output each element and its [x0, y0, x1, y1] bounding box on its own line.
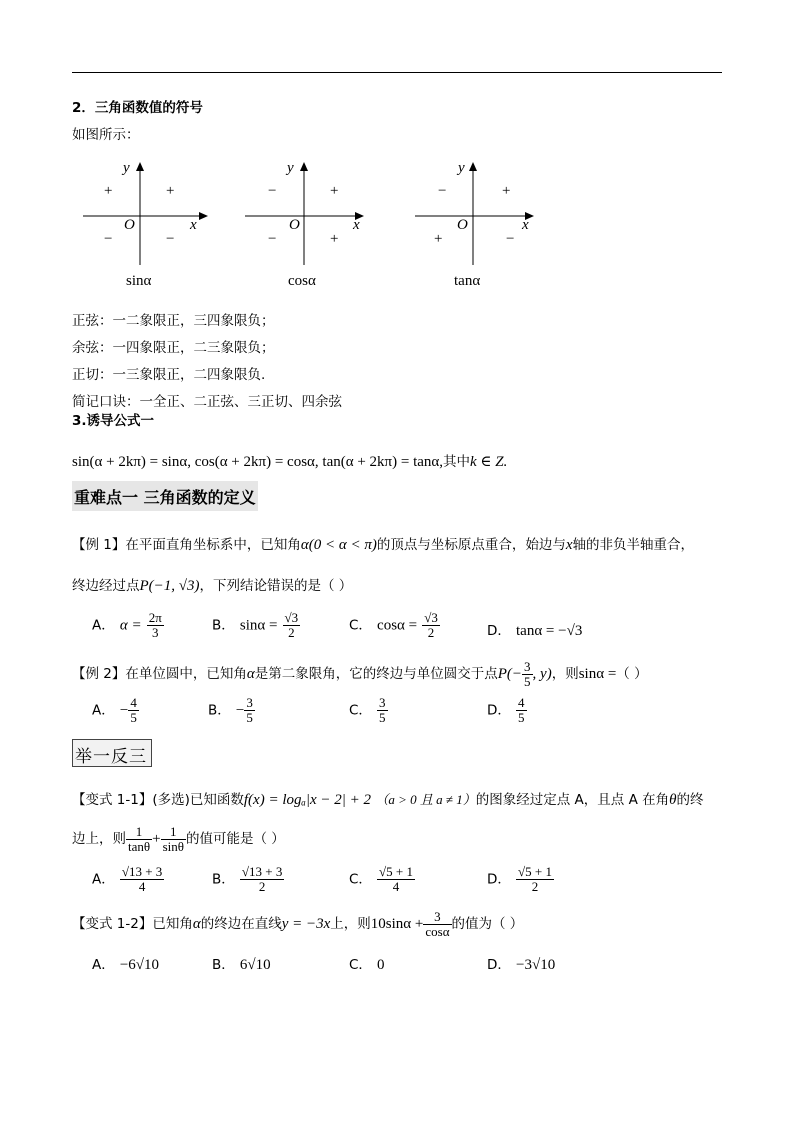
heading-practice-text: 举一反三	[75, 747, 147, 767]
tan-sign-diagram	[412, 160, 542, 264]
ex1-option-b	[212, 611, 300, 639]
option-fraction	[377, 696, 388, 724]
option-lhs: sinα =	[239, 617, 278, 634]
frac-den: 3	[151, 624, 159, 640]
option-letter: B．	[212, 957, 235, 973]
frac-den: 5	[518, 709, 525, 725]
sin-sign-diagram	[80, 160, 210, 264]
option-letter: C．	[349, 871, 372, 888]
example-1-line-1	[72, 533, 694, 554]
option-lhs: cosα =	[377, 617, 418, 634]
frac-num: √13 + 3	[241, 864, 283, 879]
cos-x-label: x	[353, 217, 360, 233]
v2-option-a	[92, 953, 159, 974]
ex2-point-fraction	[522, 660, 533, 688]
variant-1-1-line-2	[72, 825, 285, 853]
frac-num: 3	[524, 659, 531, 674]
option-text: −3√10	[516, 957, 556, 973]
ex2-text-c: ，则	[551, 666, 579, 683]
example-1-line-2	[72, 574, 352, 595]
sin-axes	[80, 160, 210, 260]
v1-text-a: 【变式 1-1】(多选)已知函数	[72, 792, 244, 808]
v2-option-b	[212, 953, 271, 974]
top-rule	[72, 72, 722, 73]
option-letter: D．	[487, 623, 511, 639]
cos-y-label: y	[287, 160, 294, 176]
option-fraction	[240, 865, 284, 893]
ex1-l2-text-b: ，下列结论错误的是（ ）	[199, 578, 353, 594]
section-2-title: 2．三角函数值的符号	[72, 100, 203, 116]
v1-condition: （a > 0 且 a ≠ 1）	[375, 792, 476, 807]
option-text: −6√10	[119, 957, 160, 973]
option-fraction	[516, 865, 554, 893]
v2-line-eq: y = −3x	[281, 916, 331, 933]
section-3-title: 3.诱导公式一	[72, 413, 155, 429]
frac-num: 3	[379, 695, 386, 710]
ex1-option-a	[92, 611, 164, 639]
frac-num: 2π	[148, 610, 162, 625]
sin-q1-sign: +	[166, 183, 175, 199]
frac-den: 2	[288, 624, 295, 640]
frac-den: 5	[246, 709, 253, 725]
sin-q3-sign: −	[104, 231, 113, 247]
v1-theta: θ	[669, 792, 677, 808]
v2-text-b: 的终边在直线	[200, 916, 282, 933]
ex2-alpha: α	[246, 666, 255, 683]
frac-den: 2	[258, 878, 266, 894]
option-fraction	[516, 696, 527, 724]
option-fraction	[283, 611, 301, 639]
v1-frac-2	[161, 825, 186, 853]
v1-text-b: 的图象经过定点 A，且点 A 在角	[475, 792, 670, 808]
variant-1-1-line-1	[72, 788, 703, 809]
frac-num: 1	[161, 825, 186, 840]
cos-q1-sign: +	[330, 183, 339, 199]
v1-frac-1	[126, 825, 152, 853]
formula-main: sin(α + 2kπ) = sinα, cos(α + 2kπ) = cosα, tan(α + 2kπ) = tanα,	[72, 454, 444, 470]
v1-plus: +	[152, 831, 161, 848]
tan-q1-sign: +	[502, 183, 511, 199]
option-letter: C．	[349, 702, 372, 719]
cos-label: cosα	[288, 273, 316, 289]
tan-label: tanα	[454, 273, 481, 289]
frac-num: 3	[423, 910, 451, 925]
ex1-point-p: P(−1, √3)	[139, 578, 200, 594]
heading-key-point-1-text: 重难点一 三角函数的定义	[74, 488, 256, 507]
tan-q3-sign: +	[434, 231, 443, 247]
option-letter: A．	[92, 702, 115, 719]
rule-mnemonic: 简记口诀：一全正、二正弦、三正切、四余弦	[72, 394, 342, 410]
section-2-intro: 如图所示：	[72, 127, 140, 143]
option-letter: D．	[487, 702, 511, 719]
frac-num: √13 + 3	[121, 864, 163, 879]
v1-option-b	[212, 865, 284, 893]
v2-option-c	[349, 953, 385, 974]
frac-den: cosα	[425, 923, 450, 939]
ex2-text-b: 是第二象限角，它的终边与单位圆交于点	[254, 666, 498, 683]
frac-den: 5	[379, 709, 386, 725]
formula-tail: 其中	[443, 454, 471, 470]
option-letter: A．	[92, 871, 115, 888]
frac-den: 4	[392, 878, 400, 894]
cos-axes	[242, 160, 372, 260]
induction-formula	[72, 450, 507, 471]
frac-num: √5 + 1	[379, 864, 413, 879]
ex1-text-a: 【例 1】在平面直角坐标系中，已知角	[72, 537, 301, 553]
ex2-option-d	[487, 696, 527, 724]
formula-end: k ∈ Z.	[470, 454, 508, 470]
option-letter: B．	[208, 702, 231, 719]
v2-option-d	[487, 953, 555, 974]
option-letter: D．	[487, 871, 511, 888]
option-fraction	[120, 865, 164, 893]
ex2-option-c	[349, 696, 388, 724]
frac-den: 2	[427, 624, 435, 640]
variant-1-2-line	[72, 910, 523, 938]
v1-option-c	[349, 865, 415, 893]
v2-expr: 10sinα +	[370, 916, 424, 933]
ex2-sin: sinα =	[578, 666, 617, 683]
tan-q2-sign: −	[438, 183, 447, 199]
frac-num: √5 + 1	[518, 864, 552, 879]
v2-text-d: 的值为（ ）	[451, 916, 524, 933]
option-sign: −	[235, 702, 245, 719]
ex2-text-a: 【例 2】在单位圆中，已知角	[72, 666, 247, 683]
option-text: 6√10	[239, 957, 271, 973]
frac-num: √3	[424, 610, 438, 625]
rule-sine: 正弦：一二象限正，三四象限负；	[72, 313, 275, 329]
example-2-line	[72, 660, 648, 688]
option-letter: B．	[212, 617, 235, 634]
tan-q4-sign: −	[506, 231, 515, 247]
sin-label: sinα	[126, 273, 152, 289]
option-fraction	[244, 696, 255, 724]
v1-option-d	[487, 865, 554, 893]
cos-sign-diagram	[242, 160, 372, 264]
option-letter: C．	[349, 617, 372, 634]
ex2-text-d: （ ）	[616, 666, 648, 683]
frac-den: tanθ	[128, 838, 151, 854]
ex1-option-c	[349, 611, 440, 639]
option-fraction	[422, 611, 440, 639]
frac-den: 5	[524, 673, 531, 689]
frac-num: √3	[284, 610, 299, 625]
option-text: tanα = −√3	[516, 623, 583, 639]
cos-q3-sign: −	[268, 231, 277, 247]
option-lhs: α =	[119, 617, 142, 634]
option-letter: B．	[212, 871, 235, 888]
frac-den: 4	[138, 878, 146, 894]
v2-text-a: 【变式 1-2】已知角	[72, 916, 193, 933]
cos-origin-label: O	[289, 217, 300, 233]
cos-q2-sign: −	[268, 183, 277, 199]
frac-den: 2	[531, 878, 539, 894]
sin-q4-sign: −	[166, 231, 175, 247]
ex1-option-d	[487, 619, 582, 640]
tan-axes	[412, 160, 542, 260]
v2-fraction	[423, 910, 451, 938]
sin-x-label: x	[190, 217, 197, 233]
v2-alpha: α	[192, 916, 201, 933]
v1-function: f(x) = logₐ|x − 2| + 2	[243, 792, 372, 808]
sin-origin-label: O	[124, 217, 135, 233]
v1-l2-text-b: 的值可能是（ ）	[185, 831, 285, 848]
v1-text-c: 的终	[676, 792, 704, 808]
cos-q4-sign: +	[330, 231, 339, 247]
frac-den: sinθ	[162, 838, 184, 854]
rule-tangent: 正切：一三象限正，二四象限负.	[72, 367, 266, 383]
ex1-l2-text-a: 终边经过点	[72, 578, 140, 594]
rule-cosine: 余弦：一四象限正，二三象限负；	[72, 340, 275, 356]
ex1-x: x	[565, 537, 573, 553]
tan-y-label: y	[458, 160, 465, 176]
ex1-text-c: 轴的非负半轴重合，	[572, 537, 695, 553]
tan-origin-label: O	[457, 217, 468, 233]
tan-x-label: x	[522, 217, 529, 233]
option-sign: −	[119, 702, 129, 719]
frac-num: 1	[126, 825, 152, 840]
frac-den: 5	[130, 709, 137, 725]
option-letter: D．	[487, 957, 511, 973]
sin-y-label: y	[123, 160, 130, 176]
frac-num: 4	[518, 695, 525, 710]
ex2-option-b	[208, 696, 255, 724]
option-fraction	[377, 865, 415, 893]
ex2-point-pre: P(−	[497, 666, 523, 683]
heading-key-point-1	[72, 481, 258, 511]
ex1-math-a: α(0 < α < π)	[300, 537, 377, 553]
option-letter: A．	[92, 617, 115, 634]
ex2-option-a	[92, 696, 139, 724]
sin-q2-sign: +	[104, 183, 113, 199]
v1-l2-text-a: 边上，则	[72, 831, 126, 848]
ex2-point-post: , y)	[532, 666, 552, 683]
frac-num: 4	[130, 695, 137, 710]
option-text: 0	[377, 957, 385, 973]
heading-practice	[72, 739, 152, 767]
ex1-text-b: 的顶点与坐标原点重合，始边与	[376, 537, 566, 553]
v1-option-a	[92, 865, 164, 893]
option-fraction	[147, 611, 164, 639]
v2-text-c: 上，则	[330, 916, 371, 933]
frac-num: 3	[246, 695, 253, 710]
option-fraction	[128, 696, 139, 724]
option-letter: C．	[349, 957, 372, 973]
option-letter: A．	[92, 957, 115, 973]
